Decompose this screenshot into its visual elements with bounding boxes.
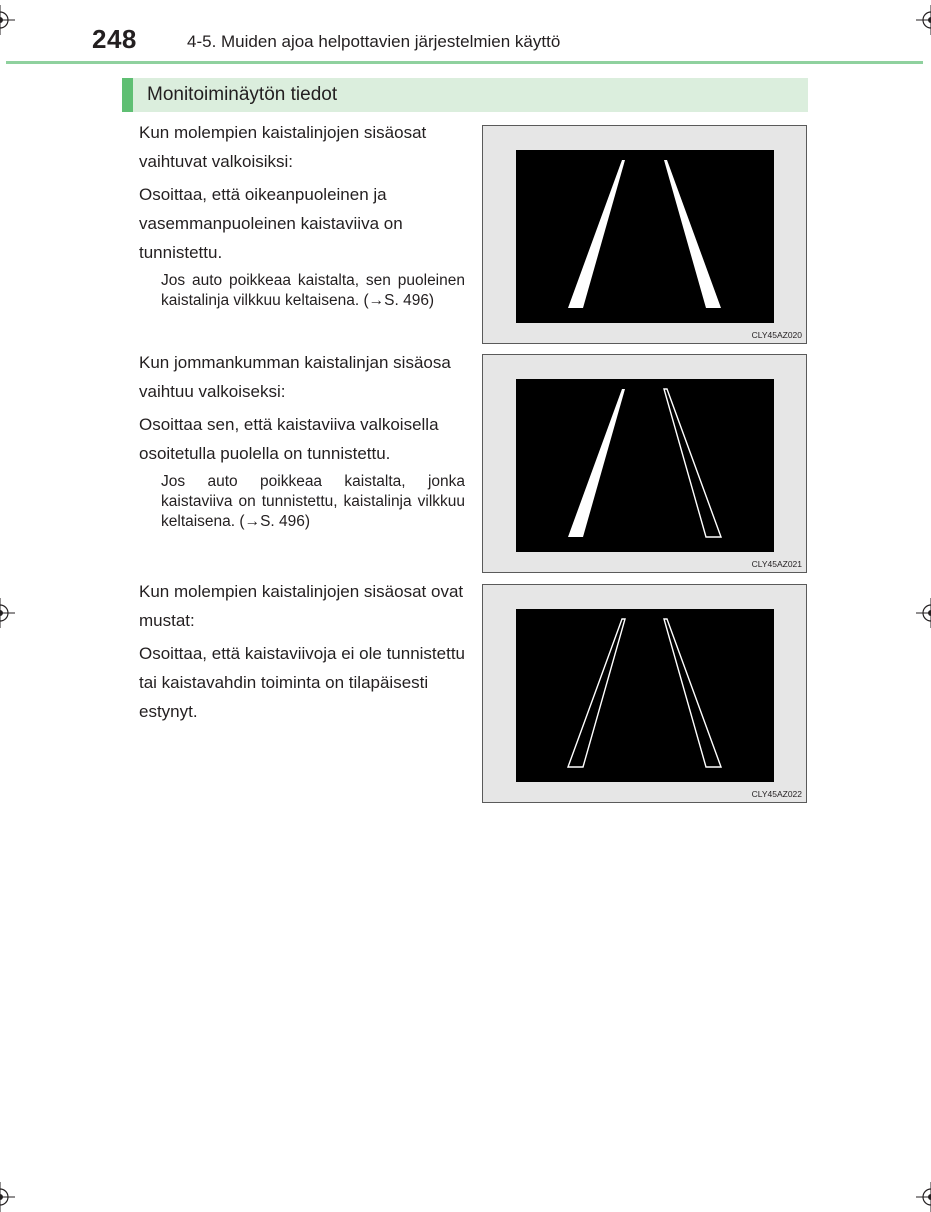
condition-text: Kun molempien kaistalinjojen sisäosat vaihtuvat valkoisiksi: xyxy=(139,123,427,171)
lane-display-figure xyxy=(482,354,807,573)
lane-info-item xyxy=(139,348,465,532)
condition-text: Kun jommankumman kaistalinjan sisäosa vaihtuu valkoiseksi: xyxy=(139,353,451,401)
lane-display-screen xyxy=(516,379,774,552)
lane-display-figure xyxy=(482,584,807,803)
meaning-text: Osoittaa, että oikeanpuoleinen ja vasemmanpuoleinen kaistaviiva on tunnistettu. xyxy=(139,185,403,262)
chapter-title: 4-5. Muiden ajoa helpottavien järjestelmien käyttö xyxy=(187,32,561,51)
registration-mark-icon xyxy=(916,5,931,35)
lane-info-item xyxy=(139,118,465,311)
meaning-text: Osoittaa sen, että kaistaviiva valkoisella osoitetulla puolella on tunnistettu. xyxy=(139,415,439,463)
note-text: Jos auto poikkeaa kaistalta, sen puoleinen kaistalinja vilkkuu keltaisena. (→S. 496) xyxy=(161,272,465,309)
lane-display-screen xyxy=(516,150,774,323)
meaning-text: Osoittaa, että kaistaviivoja ei ole tunnistettu tai kaistavahdin toiminta on tilapäisesti estynyt. xyxy=(139,644,466,721)
right-lane-line-icon xyxy=(664,389,721,537)
figure-code: CLY45AZ021 xyxy=(751,559,802,569)
right-lane-line-icon xyxy=(664,619,721,767)
left-lane-line-icon xyxy=(568,389,625,537)
note-text: Jos auto poikkeaa kaistalta, jonka kaistaviiva on tunnistettu, kaistalinja vilkkuu keltaisena. (→S. 496) xyxy=(161,473,465,530)
figure-code: CLY45AZ022 xyxy=(751,789,802,799)
left-lane-line-icon xyxy=(568,619,625,767)
left-lane-line-icon xyxy=(568,160,625,308)
registration-mark-icon xyxy=(916,1182,931,1212)
header-divider xyxy=(6,61,923,64)
section-heading xyxy=(122,78,808,112)
registration-mark-icon xyxy=(0,1182,15,1212)
condition-text: Kun molempien kaistalinjojen sisäosat ovat mustat: xyxy=(139,582,464,630)
registration-mark-icon xyxy=(0,598,15,628)
section-title: Monitoiminäytön tiedot xyxy=(147,84,338,105)
lane-display-screen xyxy=(516,609,774,782)
registration-mark-icon xyxy=(916,598,931,628)
lane-display-figure xyxy=(482,125,807,344)
registration-mark-icon xyxy=(0,5,15,35)
lane-info-item xyxy=(139,577,465,730)
right-lane-line-icon xyxy=(664,160,721,308)
page-number: 248 xyxy=(92,24,137,54)
figure-code: CLY45AZ020 xyxy=(751,330,802,340)
